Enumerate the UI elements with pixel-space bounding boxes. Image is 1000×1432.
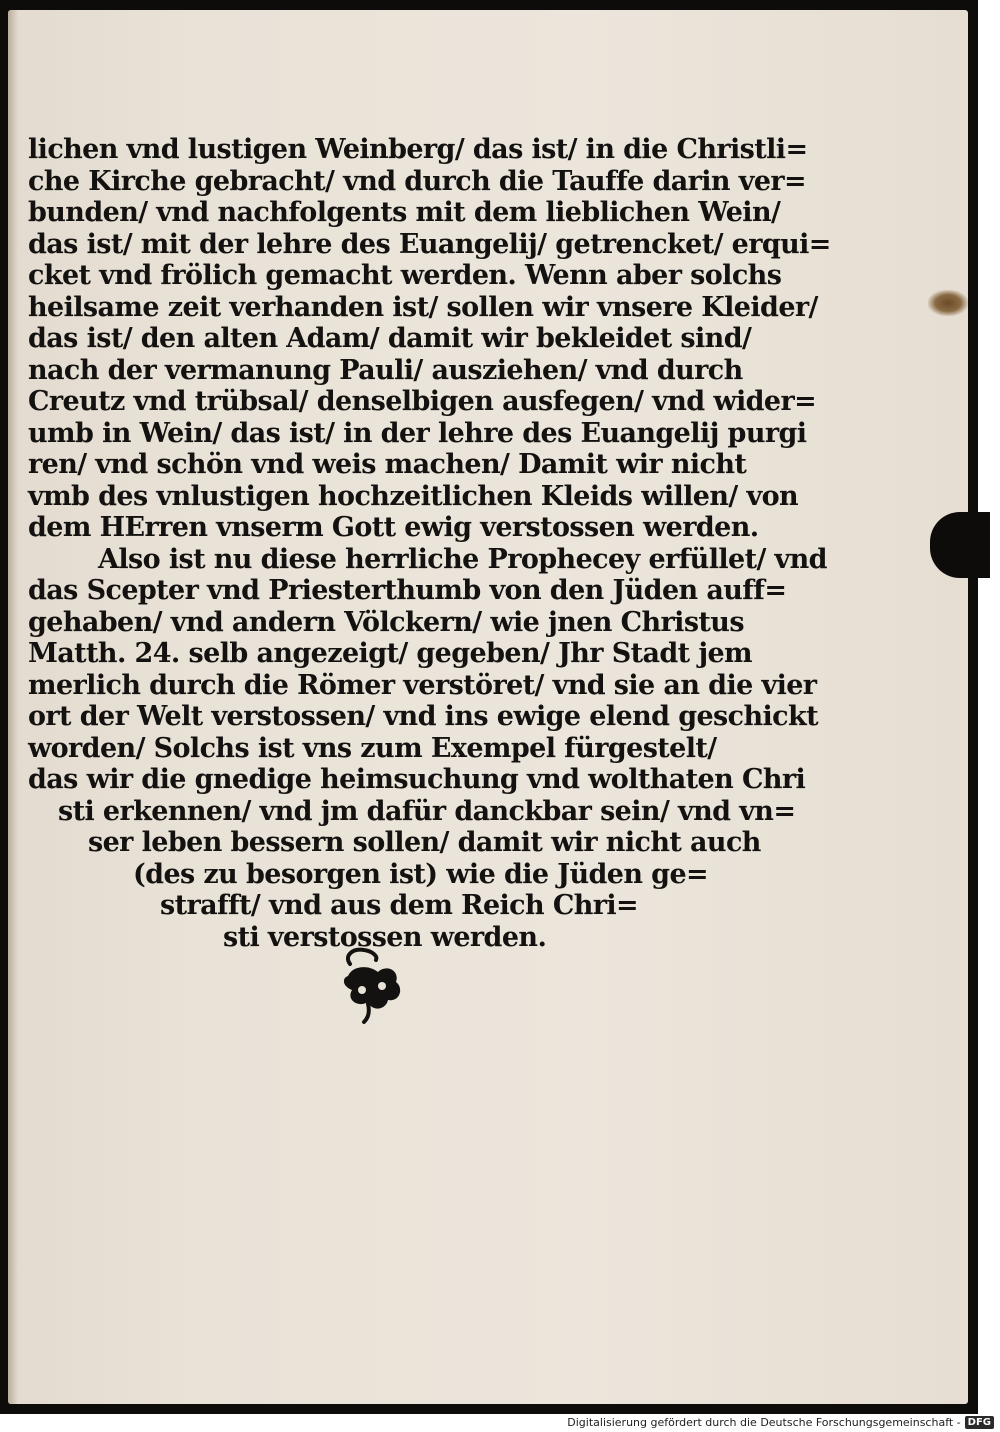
- text-line: das wir die gnedige heimsuchung vnd wolthaten Chri: [28, 764, 806, 795]
- paper-stain: [928, 290, 968, 316]
- text-line: sti erkennen/ vnd jm dafür danckbar sein/ vnd vn=: [58, 795, 796, 827]
- text-line: (des zu besorgen ist) wie die Jüden ge=: [133, 858, 709, 890]
- text-line: che Kirche gebracht/ vnd durch die Tauffe darin ver=: [28, 165, 807, 197]
- text-line: Matth. 24. selb angezeigt/ gegeben/ Jhr Stadt jem: [28, 638, 753, 669]
- gutter-shadow: [8, 10, 18, 1404]
- page-text: [28, 134, 831, 953]
- text-line: Creutz vnd trübsal/ denselbigen ausfegen/ vnd wider=: [28, 386, 817, 417]
- text-line: nach der vermanung Pauli/ ausziehen/ vnd durch: [28, 354, 743, 386]
- text-line: gehaben/ vnd andern Völckern/ wie jnen Christus: [28, 606, 744, 638]
- footer-text: Digitalisierung gefördert durch die Deutsche Forschungsgemeinschaft -: [567, 1415, 961, 1429]
- text-line: ort der Welt verstossen/ vnd ins ewige elend geschickt: [28, 701, 819, 732]
- book-page: [8, 10, 968, 1404]
- text-line: lichen vnd lustigen Weinberg/ das ist/ in die Christli=: [28, 134, 808, 165]
- dfg-logo-icon: DFG: [965, 1416, 994, 1429]
- text-line: bunden/ vnd nachfolgents mit dem lieblichen Wein/: [28, 197, 781, 228]
- text-line: Also ist nu diese herrliche Prophecey erfüllet/ vnd: [98, 543, 827, 575]
- text-line: worden/ Solchs ist vns zum Exempel fürgestelt/: [28, 732, 717, 764]
- printer-fleuron-icon: [338, 946, 410, 1026]
- text-line: strafft/ vnd aus dem Reich Chri=: [160, 890, 639, 921]
- page-edge-notch: [930, 512, 990, 578]
- text-line: das ist/ mit der lehre des Euangelij/ getrencket/ erqui=: [28, 228, 831, 260]
- text-line: dem HErren vnserm Gott ewig verstossen werden.: [28, 512, 759, 543]
- text-line: sti verstossen werden.: [223, 921, 547, 953]
- text-line: cket vnd frölich gemacht werden. Wenn aber solchs: [28, 260, 782, 291]
- text-line: umb in Wein/ das ist/ in der lehre des Euangelij purgi: [28, 417, 807, 449]
- text-line: merlich durch die Römer verstöret/ vnd sie an die vier: [28, 669, 817, 701]
- text-line: heilsame zeit verhanden ist/ sollen wir vnsere Kleider/: [28, 291, 818, 323]
- text-line: das Scepter vnd Priesterthumb von den Jüden auff=: [28, 575, 787, 606]
- text-line: ser leben bessern sollen/ damit wir nicht auch: [88, 827, 761, 858]
- text-line: ren/ vnd schön vnd weis machen/ Damit wir nicht: [28, 449, 747, 480]
- text-line: das ist/ den alten Adam/ damit wir bekleidet sind/: [28, 323, 752, 354]
- digitization-footer: [567, 1414, 994, 1430]
- text-line: vmb des vnlustigen hochzeitlichen Kleids willen/ von: [28, 480, 799, 512]
